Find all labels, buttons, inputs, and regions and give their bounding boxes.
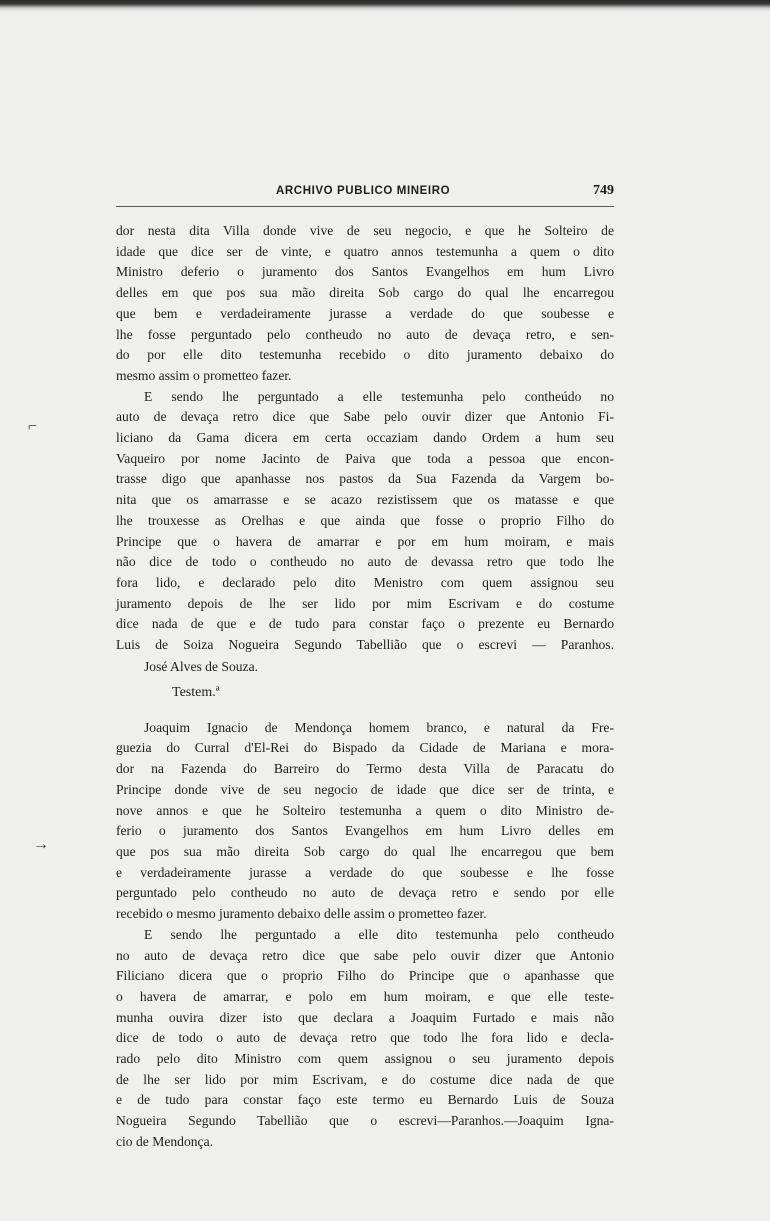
text-line: de lhe ser lido por mim Escrivam, e do costume dice nada de que — [116, 1071, 614, 1087]
signature-line: José Alves de Souza. — [144, 658, 259, 674]
page-number: 749 — [593, 183, 614, 198]
text-line: que pos sua mão direita Sob cargo do qual lhe encarregou que bem — [116, 843, 614, 859]
text-line: idade que dice ser de vinte, e quatro annos testemunha a quem o dito — [116, 243, 614, 259]
text-line: Principe que o havera de amarrar e por em hum moiram, e mais — [116, 533, 614, 549]
text-line: lhe trouxesse as Orelhas e que ainda que fosse o proprio Filho do — [116, 512, 614, 528]
paragraph-1 — [116, 221, 614, 387]
scan-top-edge — [0, 0, 770, 12]
text-line: dor nesta dita Villa donde vive de seu negocio, e que he Solteiro de — [116, 223, 614, 238]
margin-mark-2: → — [33, 836, 49, 853]
text-line: Filiciano dicera que o proprio Filho do Principe que o apanhasse que — [116, 968, 614, 984]
paragraph-2 — [116, 387, 614, 656]
text-line: o havera de amarrar, e polo em hum moiram, e que elle teste- — [116, 988, 614, 1004]
text-line: Vaqueiro por nome Jacinto de Paiva que toda a pessoa que encon- — [116, 450, 614, 466]
text-line: Joaquim Ignacio de Mendonça homem branco, e natural da Fre- — [144, 719, 614, 735]
text-line: ferio o juramento dos Santos Evangelhos em hum Livro delles em — [116, 823, 614, 839]
header-rule — [116, 206, 614, 207]
text-line: não dice de todo o contheudo no auto de devassa retro que todo lhe — [116, 554, 614, 570]
text-line: recebido o mesmo juramento debaixo delle assim o prometteo fazer. — [116, 906, 487, 922]
text-line: cio de Mendonça. — [116, 1133, 214, 1149]
text-line: nove annos e que he Solteiro testemunha a quem o dito Ministro de- — [116, 802, 614, 818]
text-line: Nogueira Segundo Tabellião que o escrevi—Paranhos.—Joaquim Igna- — [116, 1113, 614, 1129]
text-line: guezia do Curral d'El-Rei do Bispado da Cidade de Mariana e mora- — [116, 740, 614, 756]
text-line: Luis de Soiza Nogueira Segundo Tabellião que o escrevi — Paranhos. — [116, 637, 614, 653]
text-line: lhe fosse perguntado pelo contheudo no auto de devaça retro, e sen- — [116, 326, 614, 342]
text-line: Ministro deferio o juramento dos Santos Evangelhos em hum Livro — [116, 264, 614, 280]
text-line: no auto de devaça retro dice que sabe pelo ouvir dizer que Antonio — [116, 947, 614, 963]
text-line: rado pelo dito Ministro com quem assignou o seu juramento depois — [116, 1051, 614, 1067]
text-line: que bem e verdadeiramente jurasse a verdade do que soubesse e — [116, 305, 614, 321]
text-line: do por elle dito testemunha recebido o dito juramento debaixo do — [116, 347, 614, 363]
running-header — [116, 185, 614, 207]
text-line: Principe donde vive de seu negocio de idade que dice ser de trinta, e — [116, 781, 614, 797]
text-line: e verdadeiramente jurasse a verdade do que soubesse e lhe fosse — [116, 864, 614, 880]
text-line: E sendo lhe perguntado a elle testemunha pelo contheúdo no — [144, 388, 614, 404]
text-line: delles em que pos sua mão direita Sob cargo do qual lhe encarregou — [116, 285, 614, 301]
text-line: nita que os amarrasse e se acazo rezistissem que os matasse e que — [116, 492, 614, 508]
text-line: fora lido, e declarado pelo dito Menistro com quem assignou seu — [116, 574, 614, 590]
text-line: E sendo lhe perguntado a elle dito testemunha pelo contheudo — [144, 926, 614, 942]
text-line: auto de devaça retro dice que Sabe pelo ouvir dizer que Antonio Fi- — [116, 409, 614, 425]
text-line: perguntado pelo contheudo no auto de devaça retro e sendo por elle — [116, 885, 614, 901]
text-line: dice nada de que e de tudo para constar faço o prezente eu Bernardo — [116, 616, 614, 632]
text-line: juramento depois de lhe ser lido por mim Escrivam e do costume — [116, 595, 614, 611]
text-line: trasse digo que apanhasse nos pastos da Sua Fazenda da Vargem bo- — [116, 471, 614, 487]
text-line: dice de todo o auto de devaça retro que todo lhe fora lido e decla- — [116, 1030, 614, 1046]
text-line: e de tudo para constar faço este termo eu Bernardo Luis de Souza — [116, 1092, 614, 1108]
margin-mark-1: ⌐ — [28, 418, 38, 435]
running-title: ARCHIVO PUBLICO MINEIRO — [276, 185, 451, 197]
text-line: mesmo assim o prometteo fazer. — [116, 367, 292, 383]
testimony-heading: Testem.ª — [172, 684, 220, 700]
paragraph-3 — [116, 718, 614, 925]
text-line: liciano da Gama dicera em certa occaziam dando Ordem a hum seu — [116, 430, 614, 446]
text-line: munha ouvira dizer isto que declara a Joaquim Furtado e mais não — [116, 1009, 614, 1025]
text-line: dor na Fazenda do Barreiro do Termo desta Villa de Paracatu do — [116, 761, 614, 777]
body-text — [116, 221, 614, 1153]
paragraph-4 — [116, 925, 614, 1153]
